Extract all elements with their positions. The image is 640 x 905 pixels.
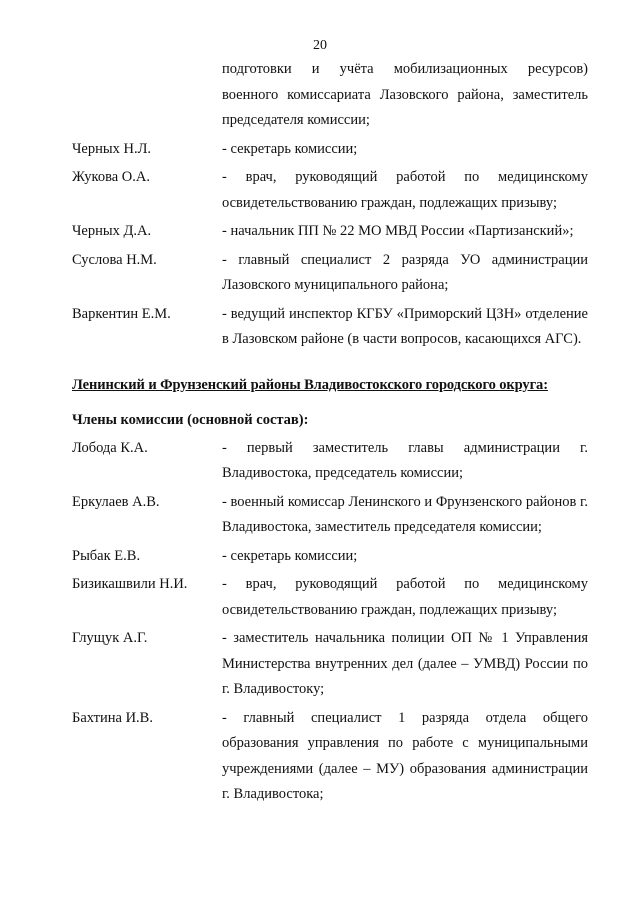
member-entry: [72, 544, 588, 570]
member-name: Черных Д.А.: [72, 223, 152, 239]
member-name: Жукова О.А.: [72, 169, 151, 185]
member-role: - начальник ПП № 22 МО МВД России «Партизанский»;: [222, 223, 574, 239]
member-role: - врач, руководящий работой по медицинскому освидетельствованию граждан, подлежащих призыву;: [222, 169, 588, 211]
member-name: Еркулаев А.В.: [72, 493, 160, 510]
member-entry: [72, 490, 588, 541]
members-heading: Члены комиссии (основной состав):: [72, 412, 309, 428]
document-body: [72, 57, 588, 808]
member-entry: [72, 626, 588, 703]
continuation-line: подготовки и учёта мобилизационных ресурсов): [222, 61, 588, 77]
member-entry: [72, 248, 588, 299]
member-role: - главный специалист 2 разряда УО администрации Лазовского муниципального района;: [222, 251, 588, 293]
page-number: 20: [313, 38, 327, 53]
member-name: Глущук А.Г.: [72, 630, 148, 646]
continuation-line: военного комиссариата Лазовского района, заместитель: [222, 86, 588, 103]
member-entry: [72, 302, 588, 353]
member-role: - ведущий инспектор КГБУ «Приморский ЦЗН» отделение в Лазовском районе (в части вопросов, касающихся АГС).: [222, 305, 588, 347]
continuation-line: председателя комиссии;: [222, 112, 370, 128]
member-name: Бахтина И.В.: [72, 709, 153, 726]
member-name: Бизикашвили Н.И.: [72, 576, 188, 592]
member-role: - врач, руководящий работой по медицинскому освидетельствованию граждан, подлежащих призыву;: [222, 576, 588, 618]
member-entry: [72, 219, 588, 245]
member-name: Суслова Н.М.: [72, 251, 157, 268]
member-entry: [72, 572, 588, 623]
member-entry: [72, 137, 588, 163]
member-role: - секретарь комиссии;: [222, 140, 358, 157]
section-title: Ленинский и Фрунзенский районы Владивостокского городского округа:: [72, 376, 548, 393]
member-role: - заместитель начальника полиции ОП № 1 Управления Министерства внутренних дел (далее – УМВД) России по г. Владивостоку;: [222, 630, 588, 697]
member-role: - главный специалист 1 разряда отдела общего образования управления по работе с муниципальными учреждениями (далее – МУ) образования администрации г. Владивостока;: [222, 709, 588, 802]
continuation-text: [222, 57, 588, 134]
member-name: Лобода К.А.: [72, 439, 148, 456]
continuation-entry: [72, 57, 588, 134]
member-role: - первый заместитель главы администрации г. Владивостока, председатель комиссии;: [222, 439, 588, 481]
member-name: Варкентин Е.М.: [72, 305, 171, 322]
member-name: Черных Н.Л.: [72, 140, 152, 157]
member-entry: [72, 436, 588, 487]
member-role: - военный комиссар Ленинского и Фрунзенского районов г. Владивостока, заместитель председателя комиссии;: [222, 493, 588, 535]
member-name: Рыбак Е.В.: [72, 547, 141, 564]
member-entry: [72, 706, 588, 808]
member-entry: [72, 165, 588, 216]
member-role: - секретарь комиссии;: [222, 547, 358, 564]
